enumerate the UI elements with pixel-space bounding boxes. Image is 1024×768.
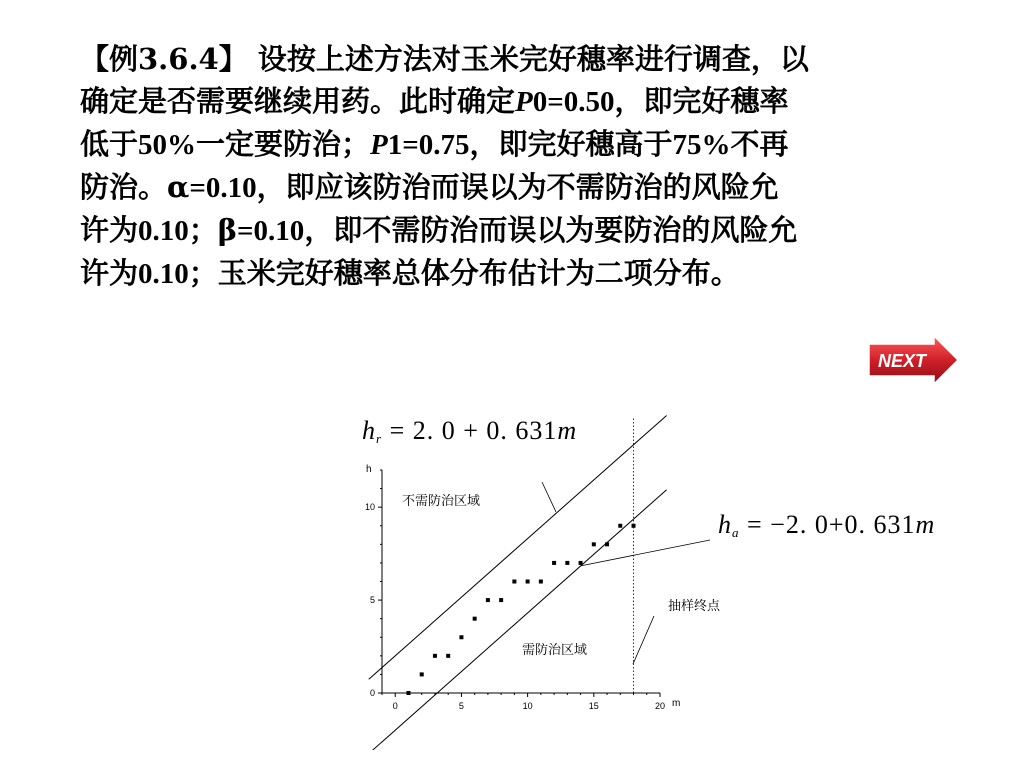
text-segment: 许为 <box>80 256 139 290</box>
lower-callout-line <box>580 540 710 566</box>
decision-line-hr <box>369 415 667 679</box>
data-point <box>579 561 583 565</box>
lower-line-equation: $h_a = -2$. 0+0. 631m <box>718 510 936 540</box>
text-segment: P1=0.75 <box>370 129 470 161</box>
next-button[interactable] <box>866 335 960 385</box>
data-point <box>618 524 622 528</box>
problem-line <box>80 80 940 123</box>
text-segment: ，即应该防治而误以为不需防治的风险允 <box>256 170 779 204</box>
data-point <box>486 598 490 602</box>
text-segment: 50% <box>138 129 197 161</box>
text-segment: 0.10 <box>138 215 189 247</box>
text-segment: =0.10 <box>189 172 257 204</box>
text-segment: 防治。α <box>80 170 190 204</box>
x-tick-label: 15 <box>588 701 599 711</box>
text-segment: 低于 <box>80 127 139 161</box>
next-button-label: NEXT <box>877 351 927 371</box>
x-tick-label: 10 <box>522 701 533 711</box>
decision-lines <box>369 415 667 750</box>
sampling-end-label: 抽样终点 <box>668 599 721 614</box>
data-point <box>499 598 503 602</box>
sampling-end-callout <box>633 616 654 664</box>
data-point <box>512 580 516 584</box>
problem-line <box>80 166 940 209</box>
problem-line <box>80 252 940 295</box>
chart-annotations <box>402 482 721 664</box>
text-segment: ，即不需防治而误以为要防治的风险允 <box>304 213 798 247</box>
x-tick-label: 5 <box>458 701 464 711</box>
text-segment: ，即完好穗高于 <box>469 127 673 161</box>
y-tick-label: 10 <box>364 502 375 513</box>
data-point <box>473 617 477 621</box>
data-point <box>592 542 596 546</box>
data-point <box>446 654 450 658</box>
text-segment: 设按上述方法对玉米完好穗率进行调查，以 <box>257 42 809 76</box>
problem-text <box>80 38 940 295</box>
x-tick-label: 20 <box>654 701 666 711</box>
problem-line <box>80 38 940 80</box>
y-tick-label: 0 <box>369 688 375 698</box>
data-point <box>539 580 543 584</box>
text-segment: =0.10 <box>237 215 305 247</box>
no-control-region-label: 不需防治区域 <box>402 494 481 509</box>
control-region-label: 需防治区域 <box>522 643 588 658</box>
data-point <box>420 672 424 676</box>
problem-line <box>80 209 940 252</box>
y-axis-label: h <box>366 464 372 475</box>
upper-callout-line <box>542 482 556 512</box>
data-point <box>433 654 437 658</box>
text-segment: 75% <box>672 129 731 161</box>
example-tag: 【例3.6.4】 <box>80 42 258 76</box>
text-segment: P0=0.50 <box>515 86 615 118</box>
data-point <box>552 561 556 565</box>
data-point <box>526 580 530 584</box>
text-segment: 一定要防治； <box>196 127 371 161</box>
sequential-sampling-chart <box>330 410 750 750</box>
data-points <box>406 524 635 695</box>
data-point <box>632 524 636 528</box>
text-segment: 0.10 <box>138 258 189 290</box>
x-axis-label: m <box>672 698 681 709</box>
x-tick-label: 0 <box>392 701 398 711</box>
problem-line <box>80 123 940 166</box>
decision-line-ha <box>369 490 667 750</box>
data-point <box>459 635 463 639</box>
upper-line-equation: $h_r = 2$. 0 + 0. 631m <box>362 416 578 446</box>
text-segment: ；玉米完好穗率总体分布估计为二项分布。 <box>188 256 740 290</box>
text-segment: 不再 <box>730 127 789 161</box>
text-segment: 确定是否需要继续用药。此时确定 <box>80 84 516 118</box>
data-point <box>406 691 410 695</box>
y-tick-label: 5 <box>369 595 375 606</box>
text-segment: ，即完好穗率 <box>614 84 789 118</box>
text-segment: ；β <box>188 213 238 247</box>
data-point <box>565 561 569 565</box>
data-point <box>605 542 609 546</box>
text-segment: 许为 <box>80 213 139 247</box>
